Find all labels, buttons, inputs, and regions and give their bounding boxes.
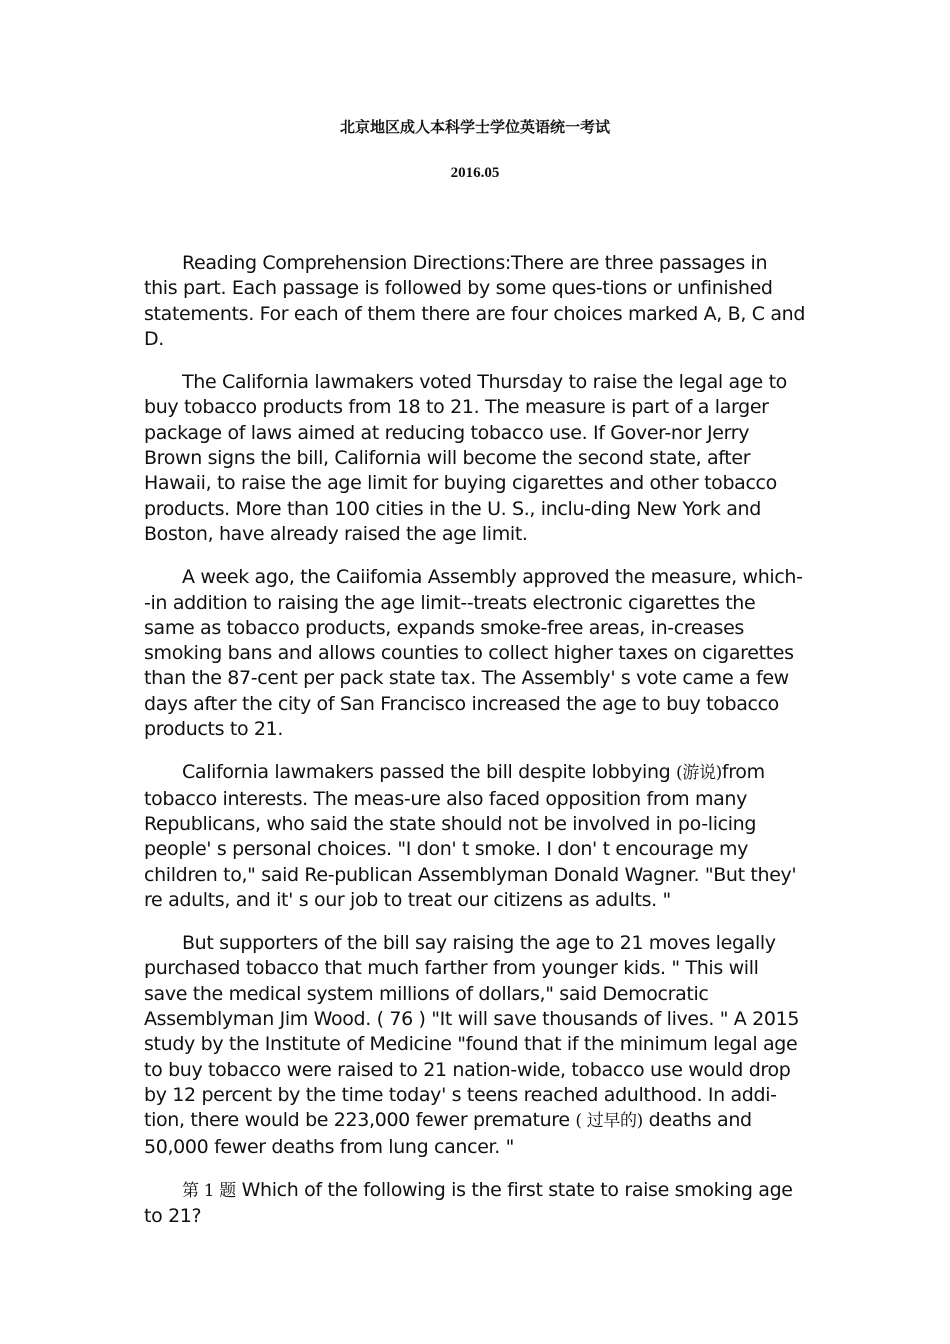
passage-paragraph-1: The California lawmakers voted Thursday to raise the legal age to buy tobacco products from 18 to 21. The measure is part of a larger package of laws aimed at reducing tobacco use. If Gover-nor Jerry Brown signs the bill, California will become the second state, after Hawaii, to raise the age limit for buying cigarettes and other tobacco products. More than 100 cities in the U. S., inclu-ding New York and Boston, have already raised the age limit.	[144, 371, 787, 545]
directions-paragraph: Reading Comprehension Directions:There are three passages in this part. Each passage is followed by some ques-tions or unfinished statements. For each of them there are four choices marked A, B, C and D.	[144, 252, 806, 350]
passage-paragraph-4-text-b: deaths and 50,000 fewer deaths from lung cancer. "	[144, 1109, 752, 1158]
passage-paragraph-4	[144, 931, 806, 1160]
passage-paragraph-4-text-a: But supporters of the bill say raising the age to 21 moves legally purchased tobacco that much farther from younger kids. " This will save the medical system millions of dollars," said Democratic Assemblyman Jim Wood. ( 76 ) "It will save thousands of lives. " A 2015 study by the Institute of Medicine "found that if the minimum legal age to buy tobacco were raised to 21 nation-wide, tobacco use would drop by 12 percent by the time today' s teens reached adulthood. In addi-tion, there would be 223,000 fewer premature	[144, 932, 800, 1132]
question-1	[144, 1178, 806, 1230]
exam-date: 2016.05	[450, 165, 500, 181]
passage-paragraph-2: A week ago, the Caiifomia Assembly approved the measure, which--in addition to raising the age limit--treats electronic cigarettes the same as tobacco products, expands smoke-free areas, in-creases smoking bans and allows counties to collect higher taxes on cigarettes than the 87-cent per pack state tax. The Assembly' s vote came a few days after the city of San Francisco increased the age to buy tobacco products to 21.	[144, 566, 803, 741]
annotation-lobbying: (游说)	[676, 763, 722, 784]
passage-paragraph-3-text-a: California lawmakers passed the bill despite lobbying	[182, 761, 677, 784]
question-text: Which of the following is the first state to raise smoking age to 21?	[144, 1178, 793, 1228]
annotation-premature: ( 过早的)	[575, 1111, 643, 1132]
exam-title: 北京地区成人本科学士学位英语统一考试	[339, 118, 610, 136]
passage-paragraph-3	[144, 760, 806, 913]
question-number: 第 1 题	[182, 1180, 236, 1201]
passage-paragraph-3-text-b: from tobacco interests. The meas-ure also faced opposition from many Republicans, who said the state should not be involved in po-licing people' s personal choices. "I don' t smoke. I don' t encourage my children to," said Re-publican Assemblyman Donald Wagner. "But they' re adults, and it' s our job to treat our citizens as adults. "	[144, 761, 797, 911]
document-body	[144, 251, 806, 1247]
